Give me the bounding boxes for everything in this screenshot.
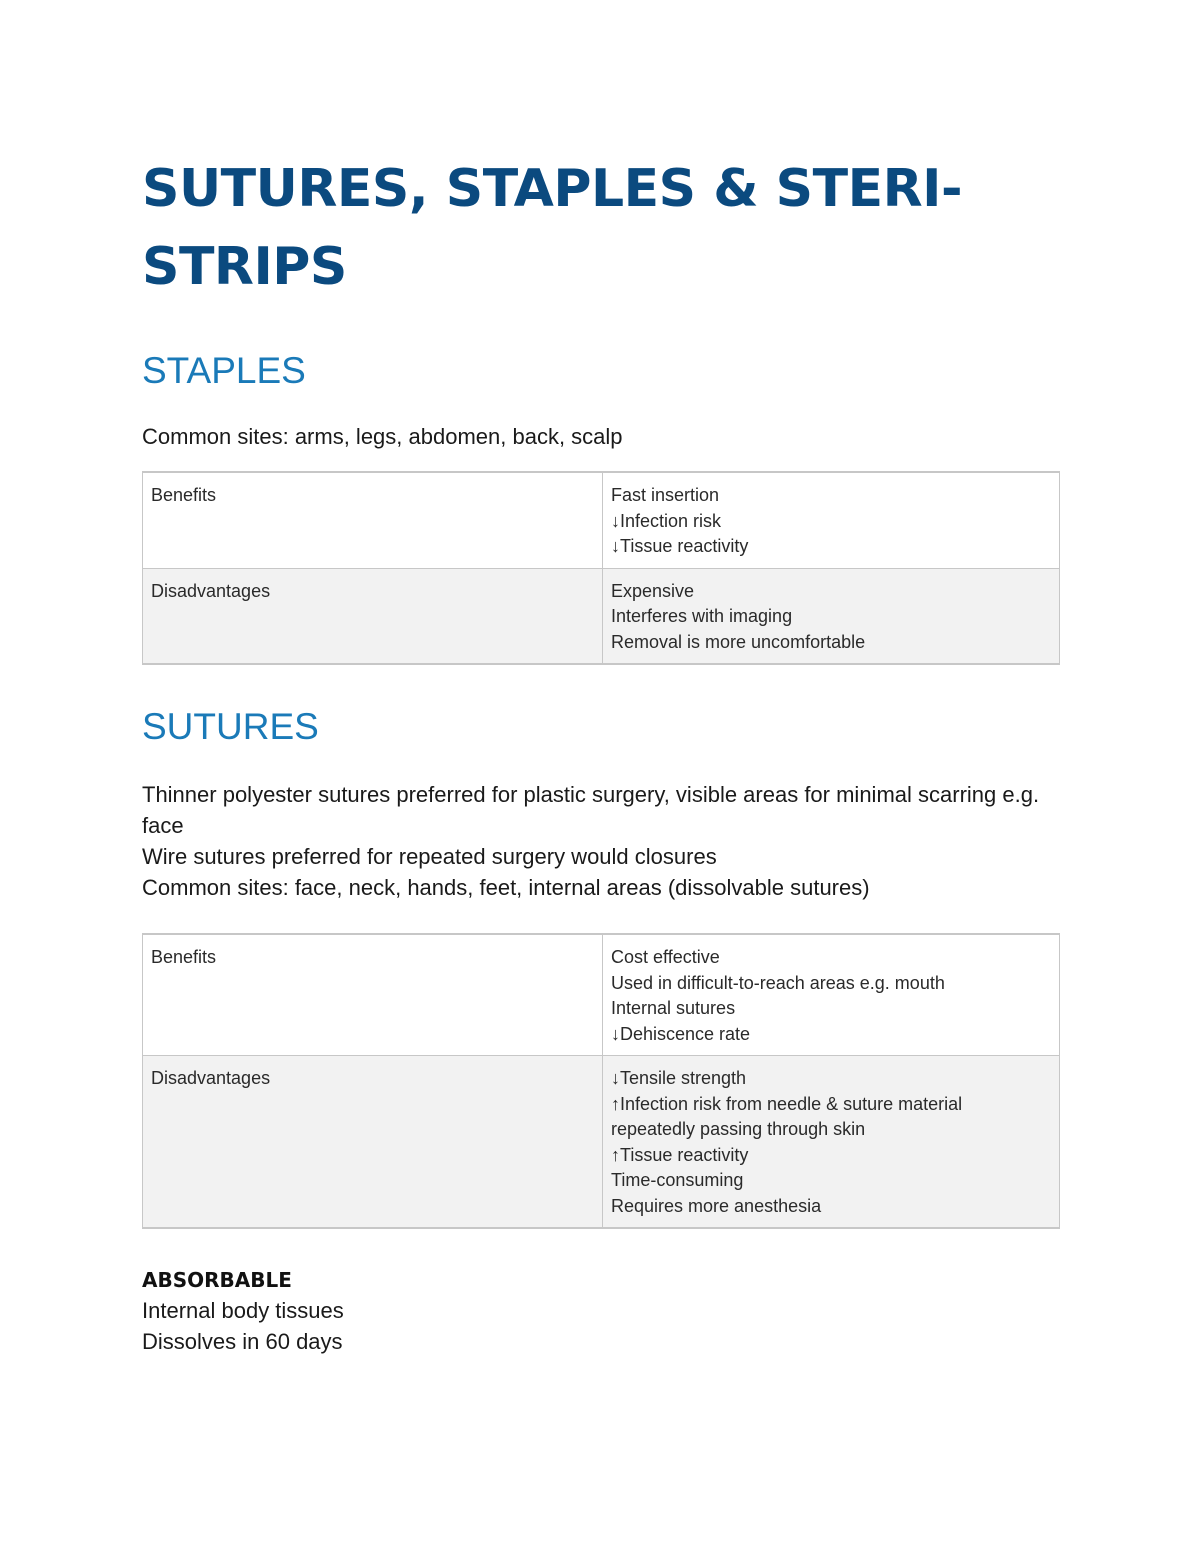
- sutures-benefits-cell: [603, 934, 1060, 1056]
- staples-benefits-cell: [603, 472, 1060, 568]
- document-title: SUTURES, STAPLES & STERI-STRIPS: [142, 159, 963, 297]
- absorbable-heading: ABSORBABLE: [142, 1268, 292, 1292]
- sutures-disadvantages-cell: [603, 1056, 1060, 1229]
- sutures-heading: SUTURES: [142, 706, 319, 747]
- list-item: Fast insertion: [611, 485, 720, 505]
- sutures-benefits-label: Benefits: [143, 934, 603, 1056]
- sutures-disadvantages-label: Disadvantages: [143, 1056, 603, 1229]
- list-item: ↓Dehiscence rate: [611, 1023, 751, 1044]
- list-item: Interferes with imaging: [611, 606, 793, 626]
- sutures-paragraph-line: Thinner polyester sutures preferred for plastic surgery, visible areas for minimal scarring e.g. face: [142, 782, 1040, 838]
- staples-disadvantages-cell: [603, 568, 1060, 664]
- absorbable-line: Dissolves in 60 days: [142, 1329, 343, 1354]
- table-row: [143, 472, 1060, 568]
- sutures-table: [142, 933, 1060, 1229]
- list-item: ↑Infection risk from needle & suture material repeatedly passing through skin: [611, 1093, 963, 1139]
- list-item: Requires more anesthesia: [611, 1195, 822, 1216]
- sutures-description: [142, 779, 1060, 903]
- sutures-paragraph-line: Common sites: face, neck, hands, feet, internal areas (dissolvable sutures): [142, 875, 870, 900]
- table-row: [143, 1056, 1060, 1229]
- list-item: Used in difficult-to-reach areas e.g. mouth: [611, 972, 945, 993]
- sutures-paragraph-line: Wire sutures preferred for repeated surgery would closures: [142, 844, 717, 869]
- staples-disadvantages-label: Disadvantages: [143, 568, 603, 664]
- list-item: ↓Infection risk: [611, 510, 722, 531]
- list-item: Expensive: [611, 580, 695, 601]
- list-item: ↓Tensile strength: [611, 1068, 747, 1088]
- staples-common-sites: Common sites: arms, legs, abdomen, back, scalp: [142, 424, 623, 449]
- absorbable-line: Internal body tissues: [142, 1298, 344, 1323]
- table-row: [143, 934, 1060, 1056]
- list-item: Removal is more uncomfortable: [611, 631, 866, 652]
- staples-heading: STAPLES: [142, 350, 306, 391]
- staples-benefits-label: Benefits: [143, 472, 603, 568]
- list-item: Internal sutures: [611, 998, 736, 1018]
- staples-table: [142, 471, 1060, 665]
- list-item: Time-consuming: [611, 1170, 744, 1190]
- document-page: [142, 150, 1060, 1357]
- list-item: ↓Tissue reactivity: [611, 536, 749, 556]
- list-item: ↑Tissue reactivity: [611, 1144, 749, 1165]
- list-item: Cost effective: [611, 947, 720, 967]
- table-row: [143, 568, 1060, 664]
